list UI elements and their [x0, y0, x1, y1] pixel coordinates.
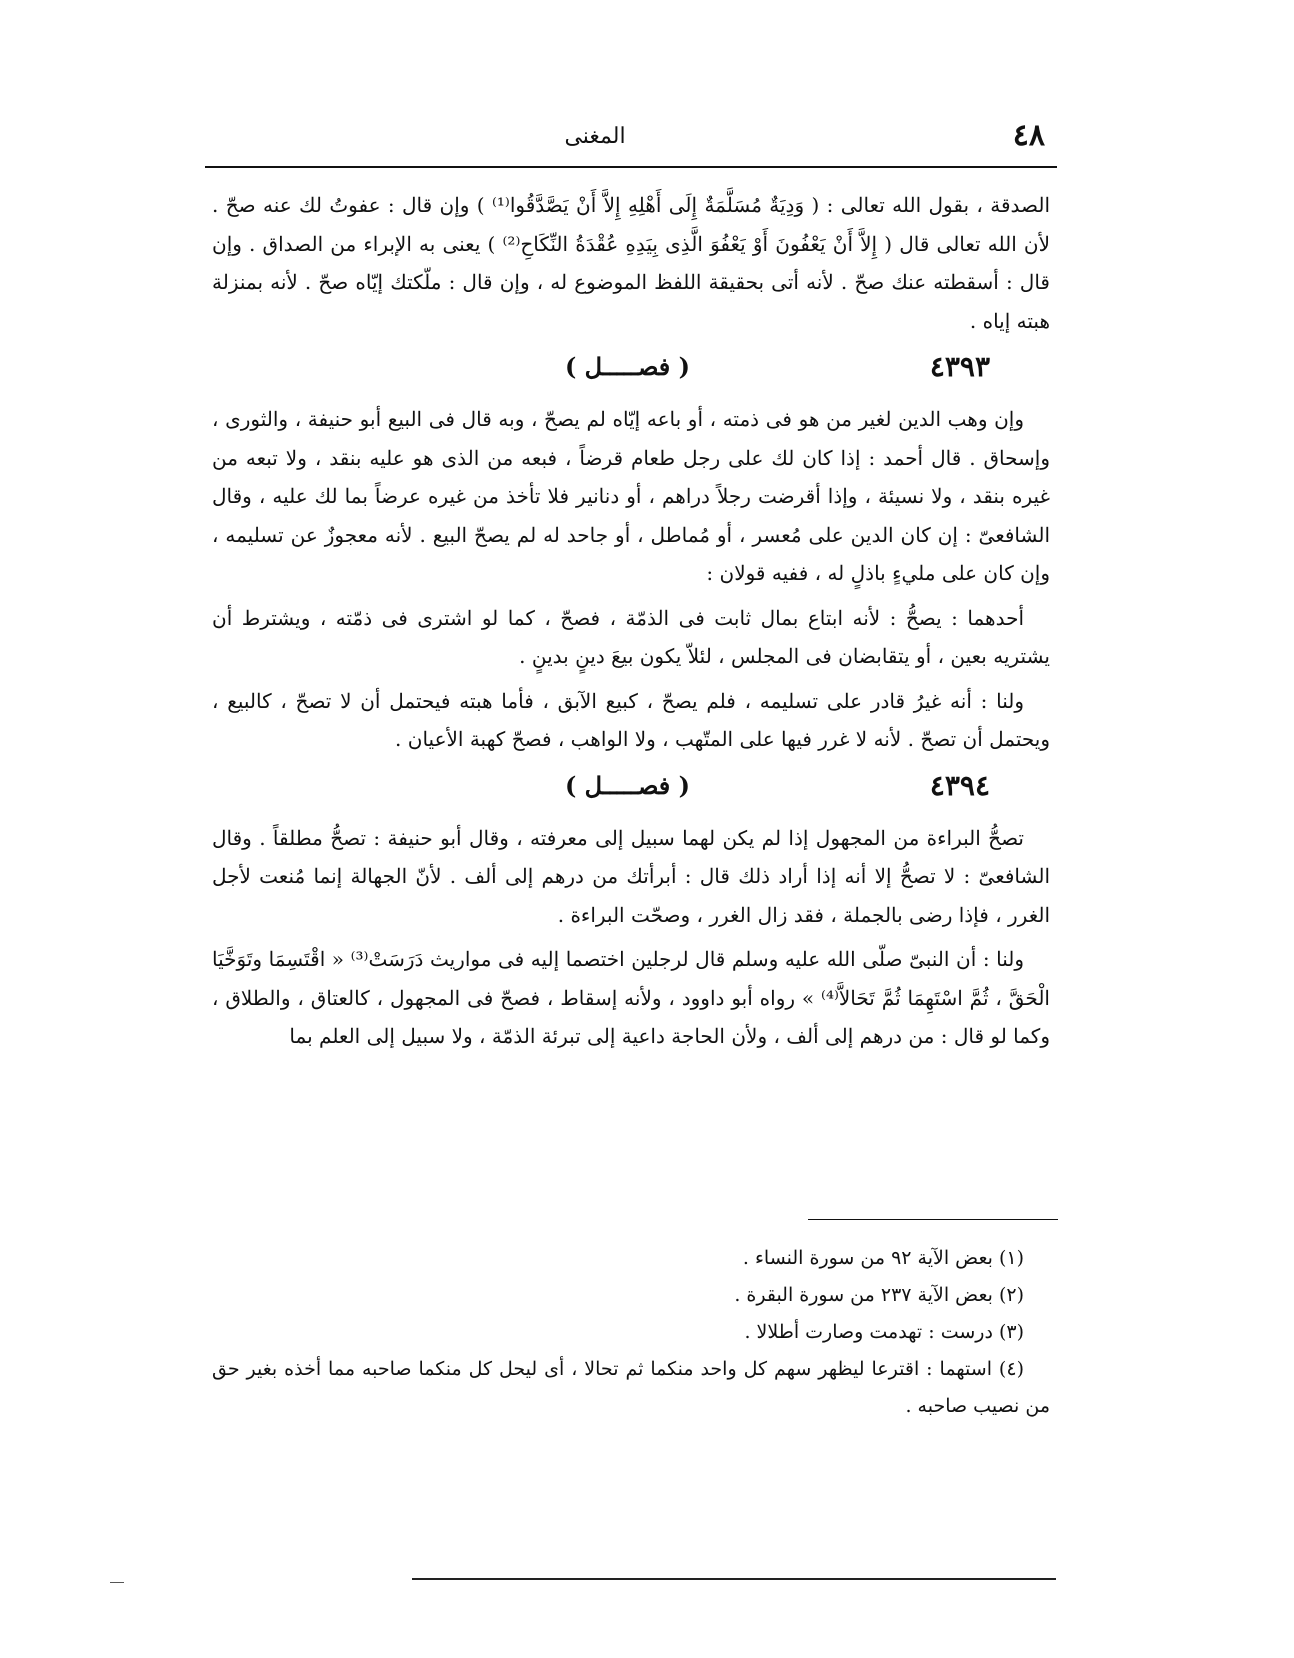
footnotes	[212, 1240, 1050, 1425]
section-number: ٤٣٩٤	[929, 768, 990, 802]
footnote: (٣) درست : تهدمت وصارت أطلالا .	[744, 1321, 1024, 1343]
paragraph: تصحُّ البراءة من المجهول إذا لم يكن لهما سبيل إلى معرفته ، وقال أبو حنيفة : تصحُّ مطلقاً . وقال الشافعىّ : لا تصحُّ إلا أنه إذا أراد ذلك قال : أبرأتك من درهم إلى ألف . لأنّ الجهالة إنما مُنعت لأجل الغرر ، فإذا رضى بالجملة ، فقد زال الغرر ، وصحّت البراءة .	[212, 825, 1050, 927]
footnote: (١) بعض الآية ٩٢ من سورة النساء .	[742, 1247, 1024, 1269]
section-heading-4393	[212, 348, 1050, 394]
header-rule	[205, 166, 1057, 168]
section-label: ( فصـــــل )	[564, 352, 690, 381]
section-number: ٤٣٩٣	[929, 350, 990, 383]
section-label: ( فصـــــل )	[564, 770, 690, 800]
paragraph: وإن وهب الدين لغير من هو فى ذمته ، أو باعه إيّاه لم يصحّ ، وبه قال فى البيع أبو حنيفة ، والثورى ، وإسحاق . قال أحمد : إذا كان لك على رجل طعام قرضاً ، فبعه من الذى هو عليه بنقد ، ولا تبعه من غيره بنقد ، ولا نسيئة ، وإذا أقرضت رجلاً دراهم ، أو دنانير فلا تأخذ من غيره عرضاً بما لك عليه ، وقال الشافعىّ : إن كان الدين على مُعسر ، أو مُماطل ، أو جاحد له لم يصحّ البيع . لأنه معجوزٌ عن تسليمه ، وإن كان على مليءٍ باذلٍ له ، ففيه قولان :	[212, 407, 1050, 585]
footnote-rule	[808, 1219, 1058, 1220]
page-number: ٤٨	[1012, 118, 1045, 153]
bottom-tick	[110, 1582, 124, 1583]
main-text	[212, 186, 1050, 1056]
paragraph: ولنا : أن النبىّ صلّى الله عليه وسلم قال لرجلين اختصما إليه فى مواريث دَرَسَتْ⁽³⁾ « اقْتَسِمَا وتَوَخَّيَا الْحَقَّ ، ثُمَّ اسْتَهِمَا ثُمَّ تَحَالاَّ⁽⁴⁾ » رواه أبو داوود ، ولأنه إسقاط ، فصحّ فى المجهول ، كالعتاق ، والطلاق ، وكما لو قال : من درهم إلى ألف ، ولأن الحاجة داعية إلى تبرئة الذمّة ، ولا سبيل إلى العلم بما	[212, 947, 1050, 1048]
bottom-rule	[412, 1578, 1056, 1580]
section-heading-4394	[212, 767, 1050, 813]
footnote: (٢) بعض الآية ٢٣٧ من سورة البقرة .	[734, 1284, 1024, 1306]
running-title: المغنى	[564, 124, 626, 149]
paragraph-continuation: الصدقة ، بقول الله تعالى : ( وَدِيَةٌ مُسَلَّمَةٌ إِلَى أَهْلِهِ إِلاَّ أَنْ يَصَّدَّقُوا⁽¹⁾ ) وإن قال : عفوتُ لك عنه صحّ . لأن الله تعالى قال ( إِلاَّ أَنْ يَعْفُونَ أَوْ يَعْفُوَ الَّذِى بِيَدِهِ عُقْدَةُ النِّكَاحِ⁽²⁾ ) يعنى به الإبراء من الصداق . وإن قال : أسقطته عنك صحّ . لأنه أتى بحقيقة اللفظ الموضوع له ، وإن قال : ملّكتك إيّاه صحّ . لأنه بمنزلة هبته إياه .	[212, 193, 1051, 333]
paragraph: ولنا : أنه غيرُ قادر على تسليمه ، فلم يصحّ ، كبيع الآبق ، فأما هبته فيحتمل أن لا تصحّ ، كالبيع ، ويحتمل أن تصحّ . لأنه لا غرر فيها على المتّهب ، ولا الواهب ، فصحّ كهبة الأعيان .	[212, 688, 1050, 751]
footnote: (٤) استهما : اقترعا ليظهر سهم كل واحد منكما ثم تحالا ، أى ليحل كل منكما صاحبه مما أخذه بغير حق من نصيب صاحبه .	[212, 1358, 1050, 1417]
paragraph: أحدهما : يصحُّ : لأنه ابتاع بمال ثابت فى الذمّة ، فصحّ ، كما لو اشترى فى ذمّته ، ويشترط أن يشتريه بعين ، أو يتقابضان فى المجلس ، لئلاّ يكون بيعَ دينٍ بدينٍ .	[212, 605, 1050, 668]
